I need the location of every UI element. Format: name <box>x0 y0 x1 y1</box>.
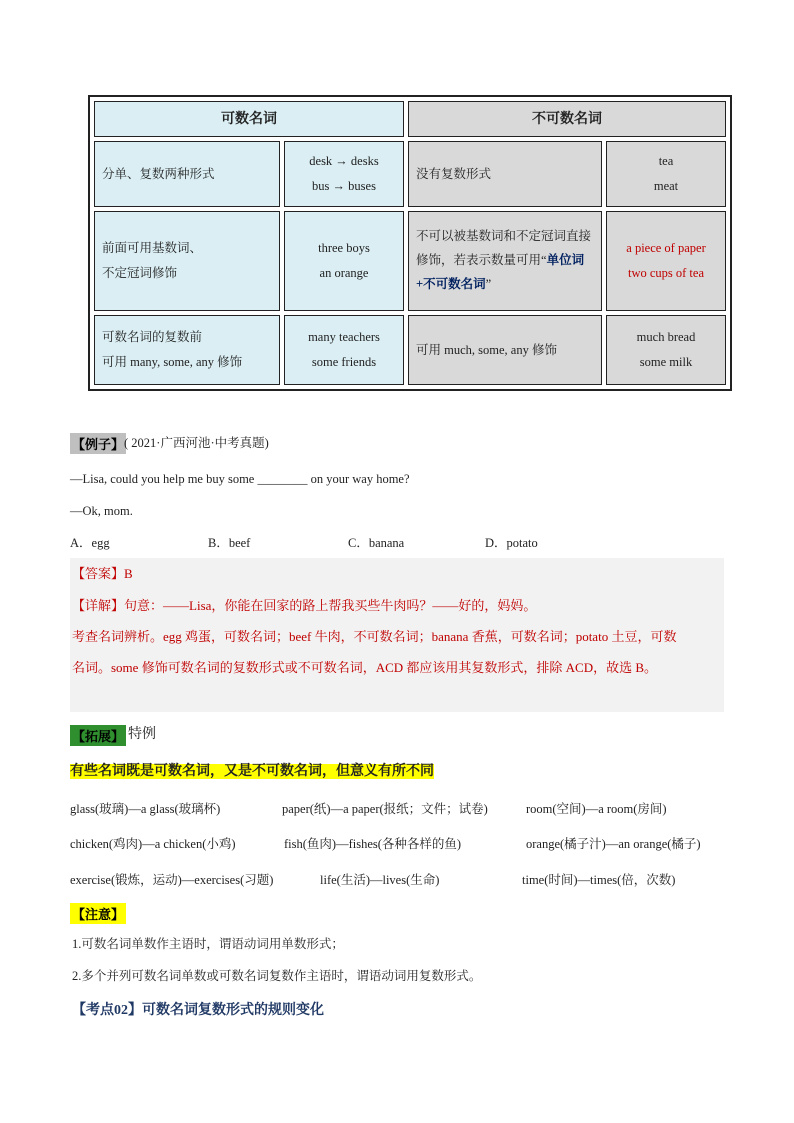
detail-line-1: 【详解】句意：——Lisa，你能在回家的路上帮我买些牛肉吗？——好的，妈妈。 <box>72 598 537 613</box>
extension-tag: 【拓展】 <box>70 725 126 746</box>
row1-countable-example: desk → desks bus → buses <box>284 141 404 207</box>
note-tag: 【注意】 <box>70 903 126 924</box>
pair-orange: orange(橘子汁)—an orange(橘子) <box>526 837 701 851</box>
row3-countable-rule: 可数名词的复数前 可用 many, some, any 修饰 <box>94 315 280 385</box>
note-line-1: 1.可数名词单数作主语时，谓语动词用单数形式； <box>72 937 344 951</box>
row2-uncountable-rule: 不可以被基数词和不定冠词直接修饰，若表示数量可用“单位词+不可数名词” <box>408 211 602 311</box>
option-c: C．banana <box>348 536 405 550</box>
row3-uncountable-example: much bread some milk <box>606 315 726 385</box>
option-d: D．potato <box>485 536 538 550</box>
section-title: 【考点02】可数名词复数形式的规则变化 <box>72 1003 324 1018</box>
example-source: ( 2021·广西河池·中考真题) <box>124 436 269 450</box>
question-line-2: —Ok, mom. <box>70 504 133 518</box>
option-b: B．beef <box>208 536 251 550</box>
header-uncountable: 不可数名词 <box>408 101 726 137</box>
pair-exercise: exercise(锻炼，运动)—exercises(习题) <box>70 873 274 887</box>
pair-glass: glass(玻璃)—a glass(玻璃杯) <box>70 802 221 816</box>
row2-countable-example: three boys an orange <box>284 211 404 311</box>
noun-comparison-table <box>88 95 732 391</box>
row1-uncountable-example: tea meat <box>606 141 726 207</box>
extension-highlight-line: 有些名词既是可数名词，又是不可数名词，但意义有所不同 <box>70 764 434 779</box>
row2-countable-rule: 前面可用基数词、 不定冠词修饰 <box>94 211 280 311</box>
answer-line: 【答案】B <box>72 566 133 581</box>
question-line-1: —Lisa, could you help me buy some ________ on your way home? <box>70 472 410 486</box>
row2-uncountable-example: a piece of paper two cups of tea <box>606 211 726 311</box>
row3-countable-example: many teachers some friends <box>284 315 404 385</box>
pair-life: life(生活)—lives(生命) <box>320 873 440 887</box>
pair-paper: paper(纸)—a paper(报纸；文件；试卷) <box>282 802 488 816</box>
detail-line-3: 名词。some 修饰可数名词的复数形式或不可数名词，ACD 都应该用其复数形式，排除 ACD，故选 B。 <box>72 660 658 675</box>
pair-fish: fish(鱼肉)—fishes(各种各样的鱼) <box>284 837 462 851</box>
pair-time: time(时间)—times(倍，次数) <box>522 873 676 887</box>
row1-uncountable-rule: 没有复数形式 <box>408 141 602 207</box>
pair-room: room(空间)—a room(房间) <box>526 802 667 816</box>
pair-chicken: chicken(鸡肉)—a chicken(小鸡) <box>70 837 236 851</box>
header-countable: 可数名词 <box>94 101 404 137</box>
row3-uncountable-rule: 可用 much, some, any 修饰 <box>408 315 602 385</box>
note-line-2: 2.多个并列可数名词单数或可数名词复数作主语时，谓语动词用复数形式。 <box>72 969 482 983</box>
option-a: A．egg <box>70 536 110 550</box>
extension-title: 特例 <box>128 727 156 742</box>
example-tag: 【例子】 <box>70 433 126 454</box>
row1-countable-rule: 分单、复数两种形式 <box>94 141 280 207</box>
detail-line-2: 考查名词辨析。egg 鸡蛋，可数名词；beef 牛肉，不可数名词；banana 香蕉，可数名词；potato 土豆，可数 <box>72 629 677 644</box>
